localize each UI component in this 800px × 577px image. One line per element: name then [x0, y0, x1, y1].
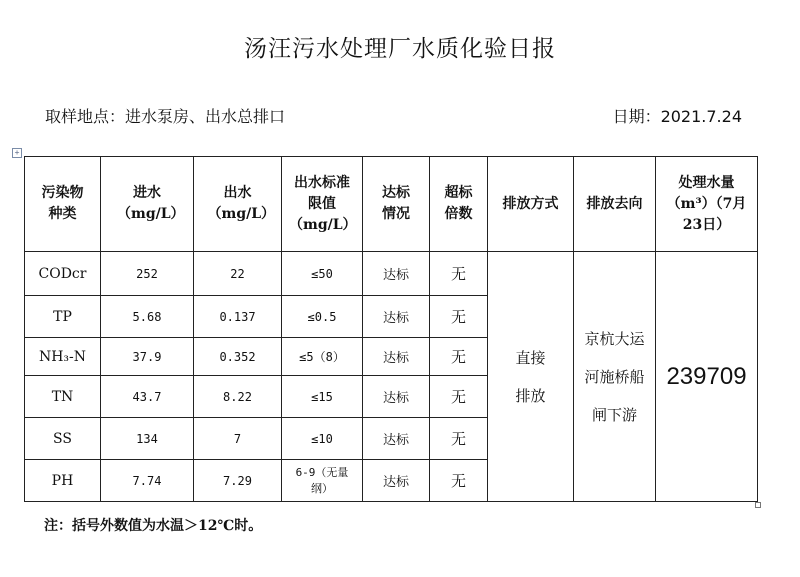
- table-resize-handle[interactable]: [755, 502, 761, 508]
- compliance-status: 达标: [363, 252, 430, 296]
- pollutant-name: CODcr: [25, 252, 101, 296]
- exceed-value: 无: [430, 296, 488, 338]
- compliance-status: 达标: [363, 338, 430, 376]
- exceed-value: 无: [430, 418, 488, 460]
- limit-value: 6-9（无量纲）: [282, 460, 363, 502]
- influent-value: 43.7: [101, 376, 194, 418]
- table-move-handle-icon[interactable]: +: [12, 148, 22, 158]
- header-pollutant: 污染物种类: [25, 157, 101, 252]
- limit-value: ≤0.5: [282, 296, 363, 338]
- header-discharge-method: 排放方式: [488, 157, 574, 252]
- water-quality-table: [24, 156, 758, 502]
- pollutant-name: SS: [25, 418, 101, 460]
- exceed-value: 无: [430, 252, 488, 296]
- influent-value: 134: [101, 418, 194, 460]
- pollutant-name: PH: [25, 460, 101, 502]
- effluent-value: 0.137: [194, 296, 282, 338]
- report-date: 日期：2021.7.24: [612, 107, 742, 126]
- influent-value: 5.68: [101, 296, 194, 338]
- limit-value: ≤50: [282, 252, 363, 296]
- limit-value: ≤5（8）: [282, 338, 363, 376]
- header-effluent: 出水（mg/L）: [194, 157, 282, 252]
- compliance-status: 达标: [363, 418, 430, 460]
- pollutant-name: NH₃-N: [25, 338, 101, 376]
- discharge-dest-cell: 京杭大运河施桥船闸下游: [574, 252, 656, 502]
- footnote: 注：括号外数值为水温＞12℃时。: [44, 518, 263, 534]
- pollutant-name: TP: [25, 296, 101, 338]
- exceed-value: 无: [430, 460, 488, 502]
- report-title: 汤汪污水处理厂水质化验日报: [244, 36, 556, 62]
- effluent-value: 8.22: [194, 376, 282, 418]
- header-influent: 进水（mg/L）: [101, 157, 194, 252]
- header-limit: 出水标准限值（mg/L）: [282, 157, 363, 252]
- exceed-value: 无: [430, 338, 488, 376]
- compliance-status: 达标: [363, 376, 430, 418]
- pollutant-name: TN: [25, 376, 101, 418]
- effluent-value: 7: [194, 418, 282, 460]
- header-compliance: 达标情况: [363, 157, 430, 252]
- table-row: [25, 252, 758, 296]
- compliance-status: 达标: [363, 296, 430, 338]
- header-row: [25, 157, 758, 252]
- effluent-value: 7.29: [194, 460, 282, 502]
- influent-value: 252: [101, 252, 194, 296]
- treated-volume-cell: 239709: [656, 252, 758, 502]
- effluent-value: 0.352: [194, 338, 282, 376]
- header-volume: 处理水量（m³）（7月23日）: [656, 157, 758, 252]
- influent-value: 37.9: [101, 338, 194, 376]
- limit-value: ≤10: [282, 418, 363, 460]
- compliance-status: 达标: [363, 460, 430, 502]
- header-exceed: 超标倍数: [430, 157, 488, 252]
- sampling-location: 取样地点：进水泵房、出水总排口: [45, 107, 286, 126]
- discharge-method-cell: 直接排放: [488, 252, 574, 502]
- exceed-value: 无: [430, 376, 488, 418]
- influent-value: 7.74: [101, 460, 194, 502]
- effluent-value: 22: [194, 252, 282, 296]
- header-discharge-dest: 排放去向: [574, 157, 656, 252]
- limit-value: ≤15: [282, 376, 363, 418]
